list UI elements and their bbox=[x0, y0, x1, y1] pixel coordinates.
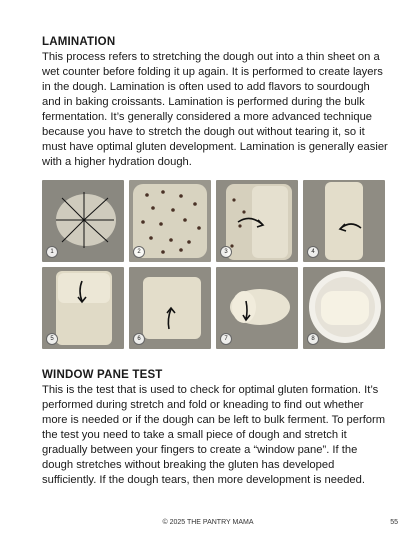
lamination-step-photo bbox=[216, 180, 298, 262]
step-number-badge: 3 bbox=[220, 246, 232, 258]
lamination-step-photo bbox=[216, 267, 298, 349]
step-number-badge: 8 bbox=[307, 333, 319, 345]
lamination-step-photo bbox=[303, 180, 385, 262]
lamination-photo-grid bbox=[42, 180, 386, 350]
lamination-step-photo bbox=[129, 180, 211, 262]
copyright-text: © 2025 THE PANTRY MAMA bbox=[162, 519, 254, 526]
step-number-badge: 6 bbox=[133, 333, 145, 345]
lamination-step-photo bbox=[129, 267, 211, 349]
lamination-step-photo bbox=[303, 267, 385, 349]
step-number-badge: 2 bbox=[133, 246, 145, 258]
step-number-badge: 4 bbox=[307, 246, 319, 258]
window-pane-heading: WINDOW PANE TEST bbox=[42, 369, 163, 381]
lamination-heading: LAMINATION bbox=[42, 36, 116, 48]
lamination-paragraph: This process refers to stretching the dough out into a thin sheet on a wet counter before folding it up again. It is performed to create layers in the dough. Lamination is often used to add flavors to sourdough and in baking croissants. Lamination is performed during the bulk fermentation. It’s generally considered a more advanced technique because you have to stretch the dough out without tearing it, so it must have optimal gluten development. Lamination is generally easier with a higher hydration dough. bbox=[42, 51, 388, 168]
step-number-badge: 5 bbox=[46, 333, 58, 345]
step-number-badge: 1 bbox=[46, 246, 58, 258]
page-number: 55 bbox=[390, 519, 398, 526]
step-number-badge: 7 bbox=[220, 333, 232, 345]
window-pane-paragraph: This is the test that is used to check for optimal gluten formation. It’s performed during stretch and fold or kneading to find out whether more is needed or if the dough can be left to bulk ferment. To perform the test you need to take a small piece of dough and stretch it gradually between your fingers to create a “window pane”. If the dough stretches without breaking the gluten has developed sufficiently. If the dough tears, then more development is needed. bbox=[42, 384, 386, 486]
lamination-step-photo bbox=[42, 267, 124, 349]
lamination-step-photo bbox=[42, 180, 124, 262]
